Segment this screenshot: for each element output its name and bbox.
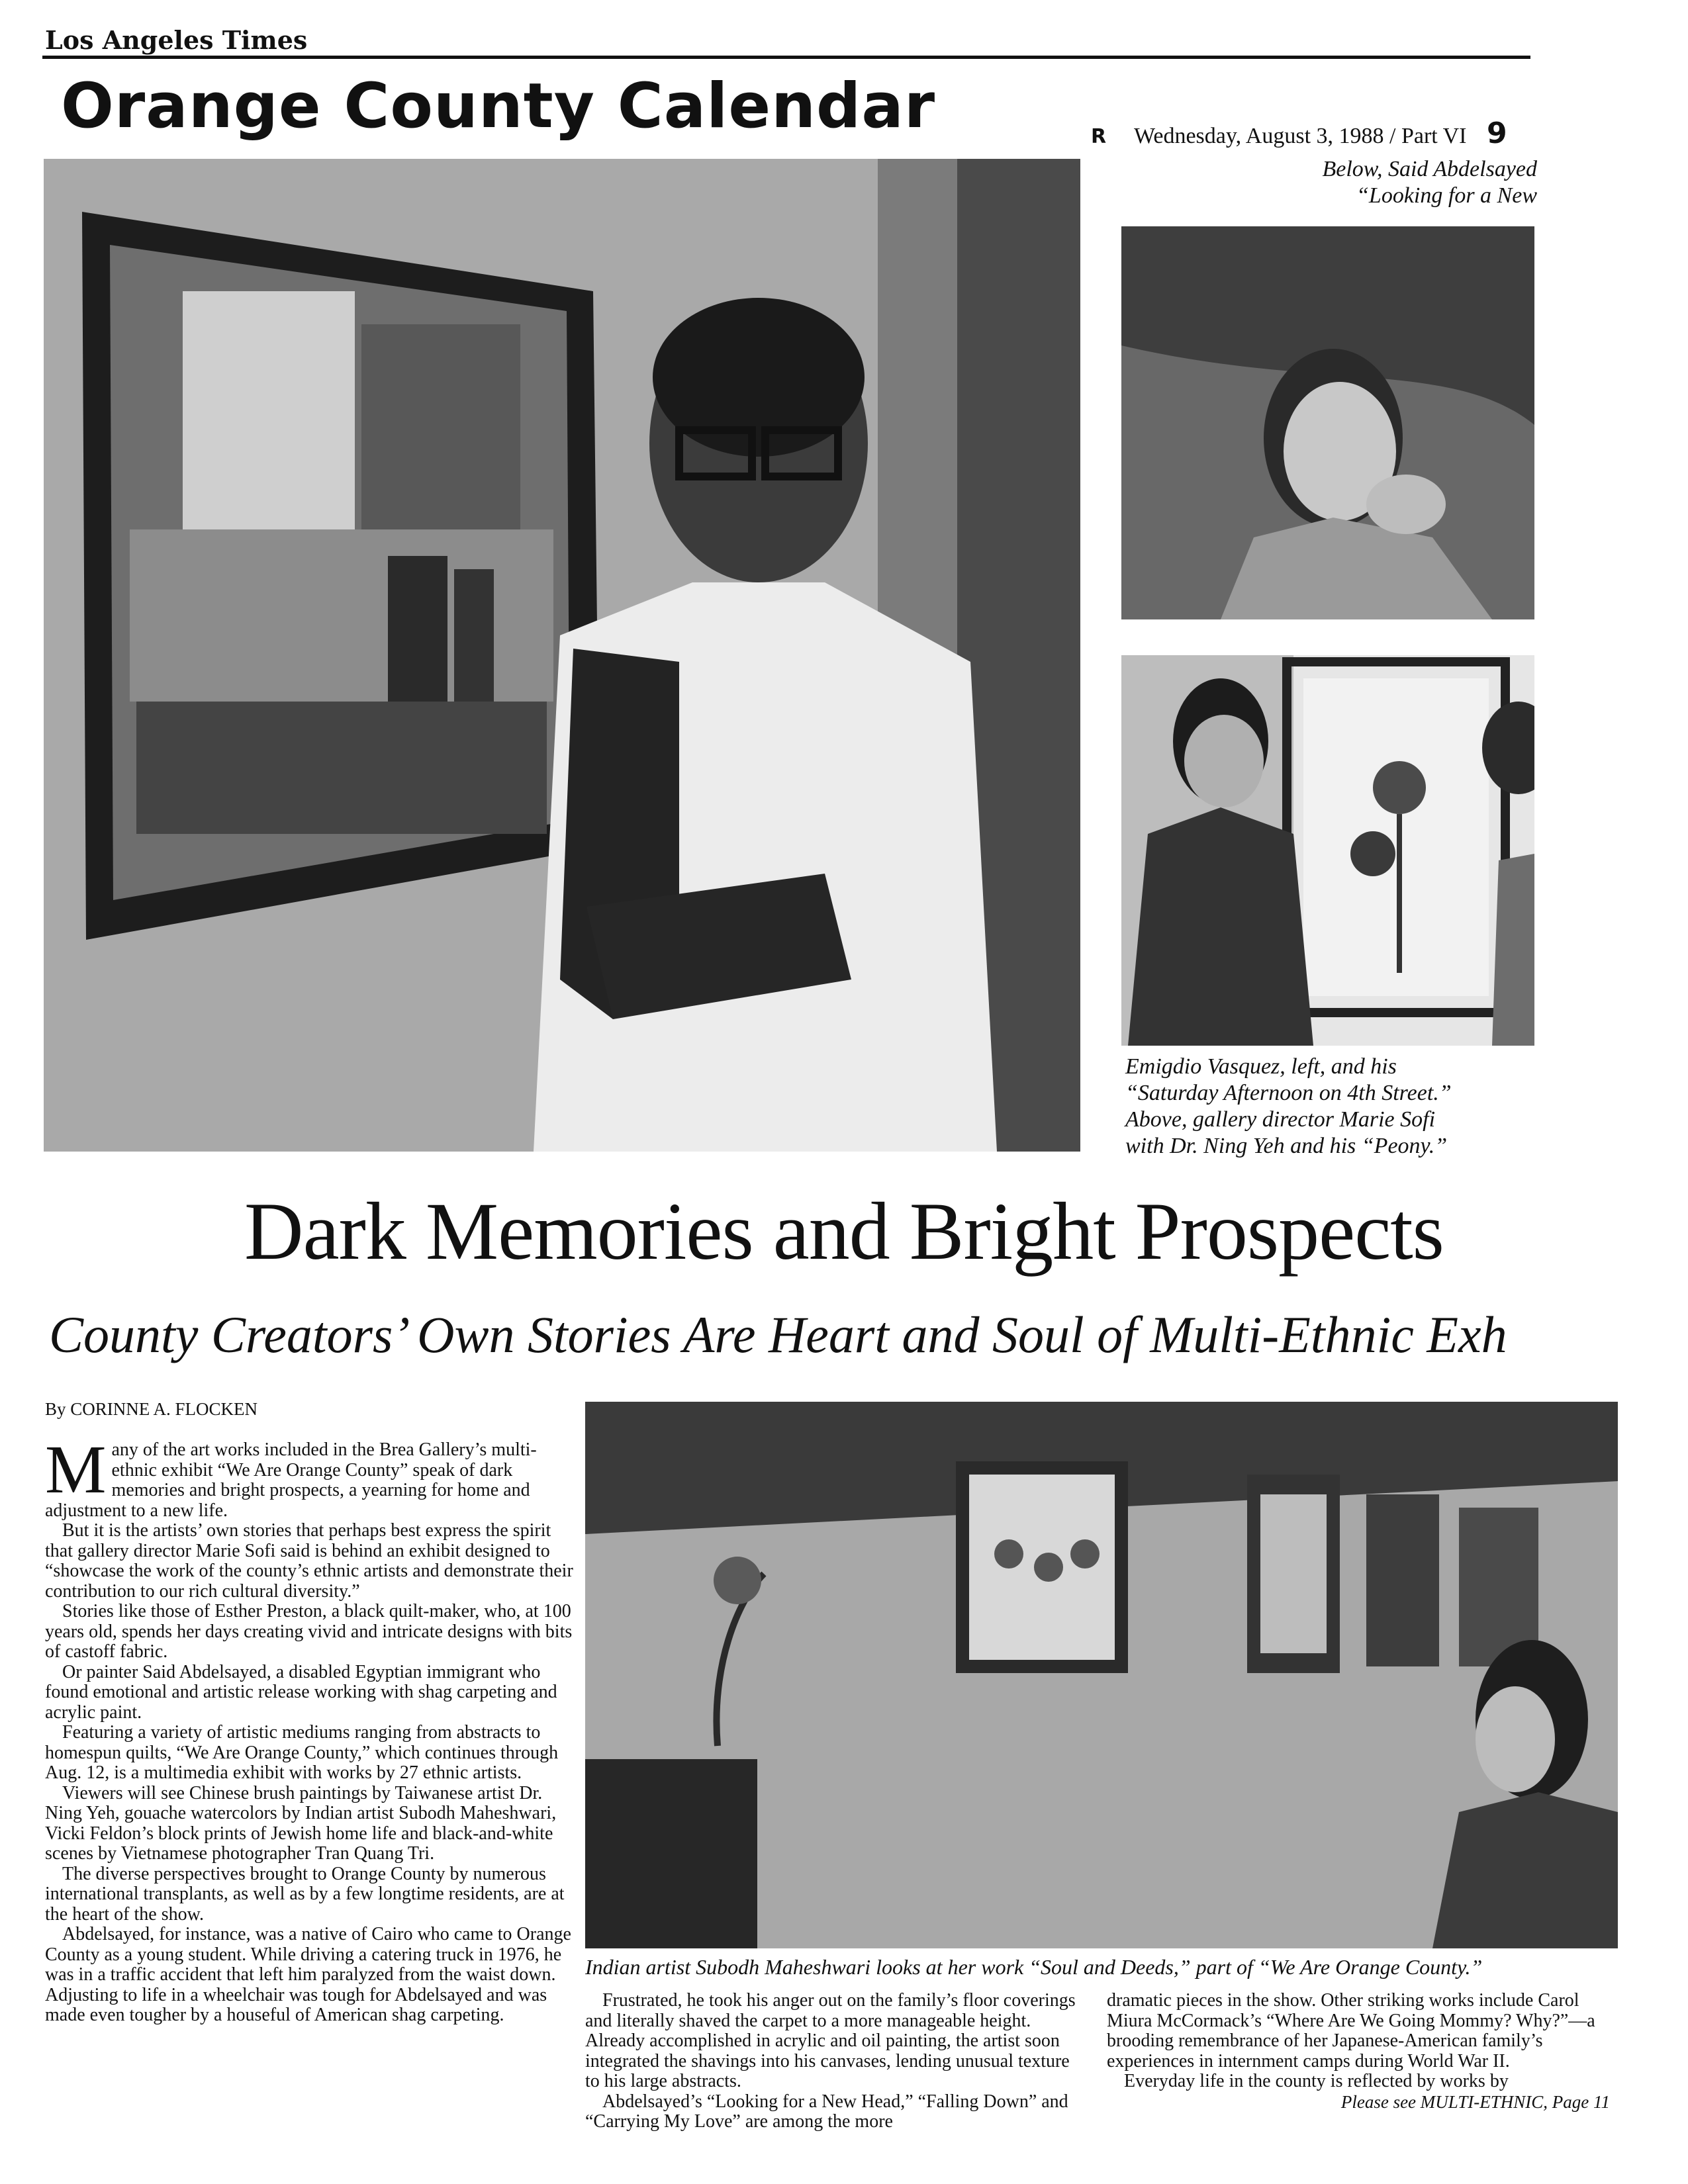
article-paragraph: Everyday life in the county is reflected by works by [1124,2071,1509,2091]
article-column-2 [585,1991,1088,2132]
article-paragraph: The diverse perspectives brought to Orange County by numerous international transplants, as well as by a few longtime residents, are at the heart of the show. [45,1863,565,1925]
article-paragraph: Abdelsayed’s “Looking for a New Head,” “Falling Down” and “Carrying My Love” are among the more [585,2091,1068,2132]
headline: Dark Memories and Bright Prospects [244,1186,1444,1277]
caption-line: Above, gallery director Marie Sofi [1125,1107,1436,1132]
masthead-logo: Los Angeles Times [45,25,308,55]
article-paragraph: Or painter Said Abdelsayed, a disabled Egyptian immigrant who found emotional and artistic release working with shag carpeting and acrylic paint. [45,1661,557,1723]
issue-date: Wednesday, August 3, 1988 / Part VI [1134,124,1467,148]
caption-line: Emigdio Vasquez, left, and his [1125,1054,1397,1079]
article-paragraph: Stories like those of Esther Preston, a black quilt-maker, who, at 100 years old, spends her days creating vivid and intricate designs with bits of castoff fabric. [45,1601,573,1662]
caption-top-right [1099,156,1537,209]
deck: County Creators’ Own Stories Are Heart and Soul of Multi-Ethnic Exh [49,1306,1507,1363]
article-column-1 [45,1432,575,2026]
edition-mark: R [1091,125,1107,148]
dateline [1091,116,1507,150]
article-paragraph: Viewers will see Chinese brush paintings by Taiwanese artist Dr. Ning Yeh, gouache watercolors by Indian artist Subodh Maheshwari, Vicki Feldon’s block prints of Jewish home life and black-and-white scenes by Vietnamese photographer Tran Quang Tri. [45,1782,557,1864]
article-paragraph: dramatic pieces in the show. Other striking works include Carol Miura McCormack’s “Where Are We Going Mommy? Why?”—a brooding remembrance of her Japanese-American family’s experiences in internment camps during World War II. [1107,1990,1595,2071]
photo-subodh-maheshwari [585,1402,1618,1948]
byline: By CORINNE A. FLOCKEN [45,1399,258,1419]
caption-line: Below, Said Abdelsayed [1322,157,1537,181]
page-number: 9 [1487,116,1507,150]
jump-line: Please see MULTI-ETHNIC, Page 11 [1340,2091,1610,2112]
caption-line: “Saturday Afternoon on 4th Street.” [1125,1081,1452,1105]
photo-emigdio-vasquez [1121,226,1534,619]
section-title: Orange County Calendar [61,70,936,142]
caption-bottom-photo: Indian artist Subodh Maheshwari looks at her work “Soul and Deeds,” part of “We Are Orange County.” [585,1955,1483,1979]
caption-line: “Looking for a New [1356,183,1537,208]
article-paragraph: Many of the art works included in the Brea Gallery’s multi-ethnic exhibit “We Are Orange County” speak of dark memories and bright prospects, a yearning for home and adjustment to a new life. [45,1432,537,1521]
article-paragraph: But it is the artists’ own stories that perhaps best express the spirit that gallery director Marie Sofi said is behind an exhibit designed to “showcase the work of the county’s ethnic artists and demonstrate their contribution to our rich cultural diversity.” [45,1520,573,1602]
drop-cap: M [45,1432,107,1508]
main-photo [44,159,1080,1152]
article-column-3 [1107,1991,1610,2112]
article-paragraph: Featuring a variety of artistic mediums ranging from abstracts to homespun quilts, “We Are Orange County,” which continues through Aug. 12, is a multimedia exhibit with works by 27 ethnic artists. [45,1722,559,1783]
photo-marie-sofi-ning-yeh [1121,655,1534,1046]
caption-line: with Dr. Ning Yeh and his “Peony.” [1125,1134,1448,1158]
caption-middle-right [1125,1054,1536,1160]
masthead-rule [42,56,1530,59]
article-paragraph: Abdelsayed, for instance, was a native of Cairo who came to Orange County as a young student. While driving a catering truck in 1976, he was in a traffic accident that left him paralyzed from the waist down. Adjusting to life in a wheelchair was tough for Abdelsayed and was made even tougher by a houseful of American shag carpeting. [45,1924,571,2025]
article-paragraph: Frustrated, he took his anger out on the family’s floor coverings and literally shaved the carpet to a more manageable height. Already accomplished in acrylic and oil painting, the artist soon integrated the shavings into his canvases, lending unusual texture to his large abstracts. [585,1990,1076,2091]
